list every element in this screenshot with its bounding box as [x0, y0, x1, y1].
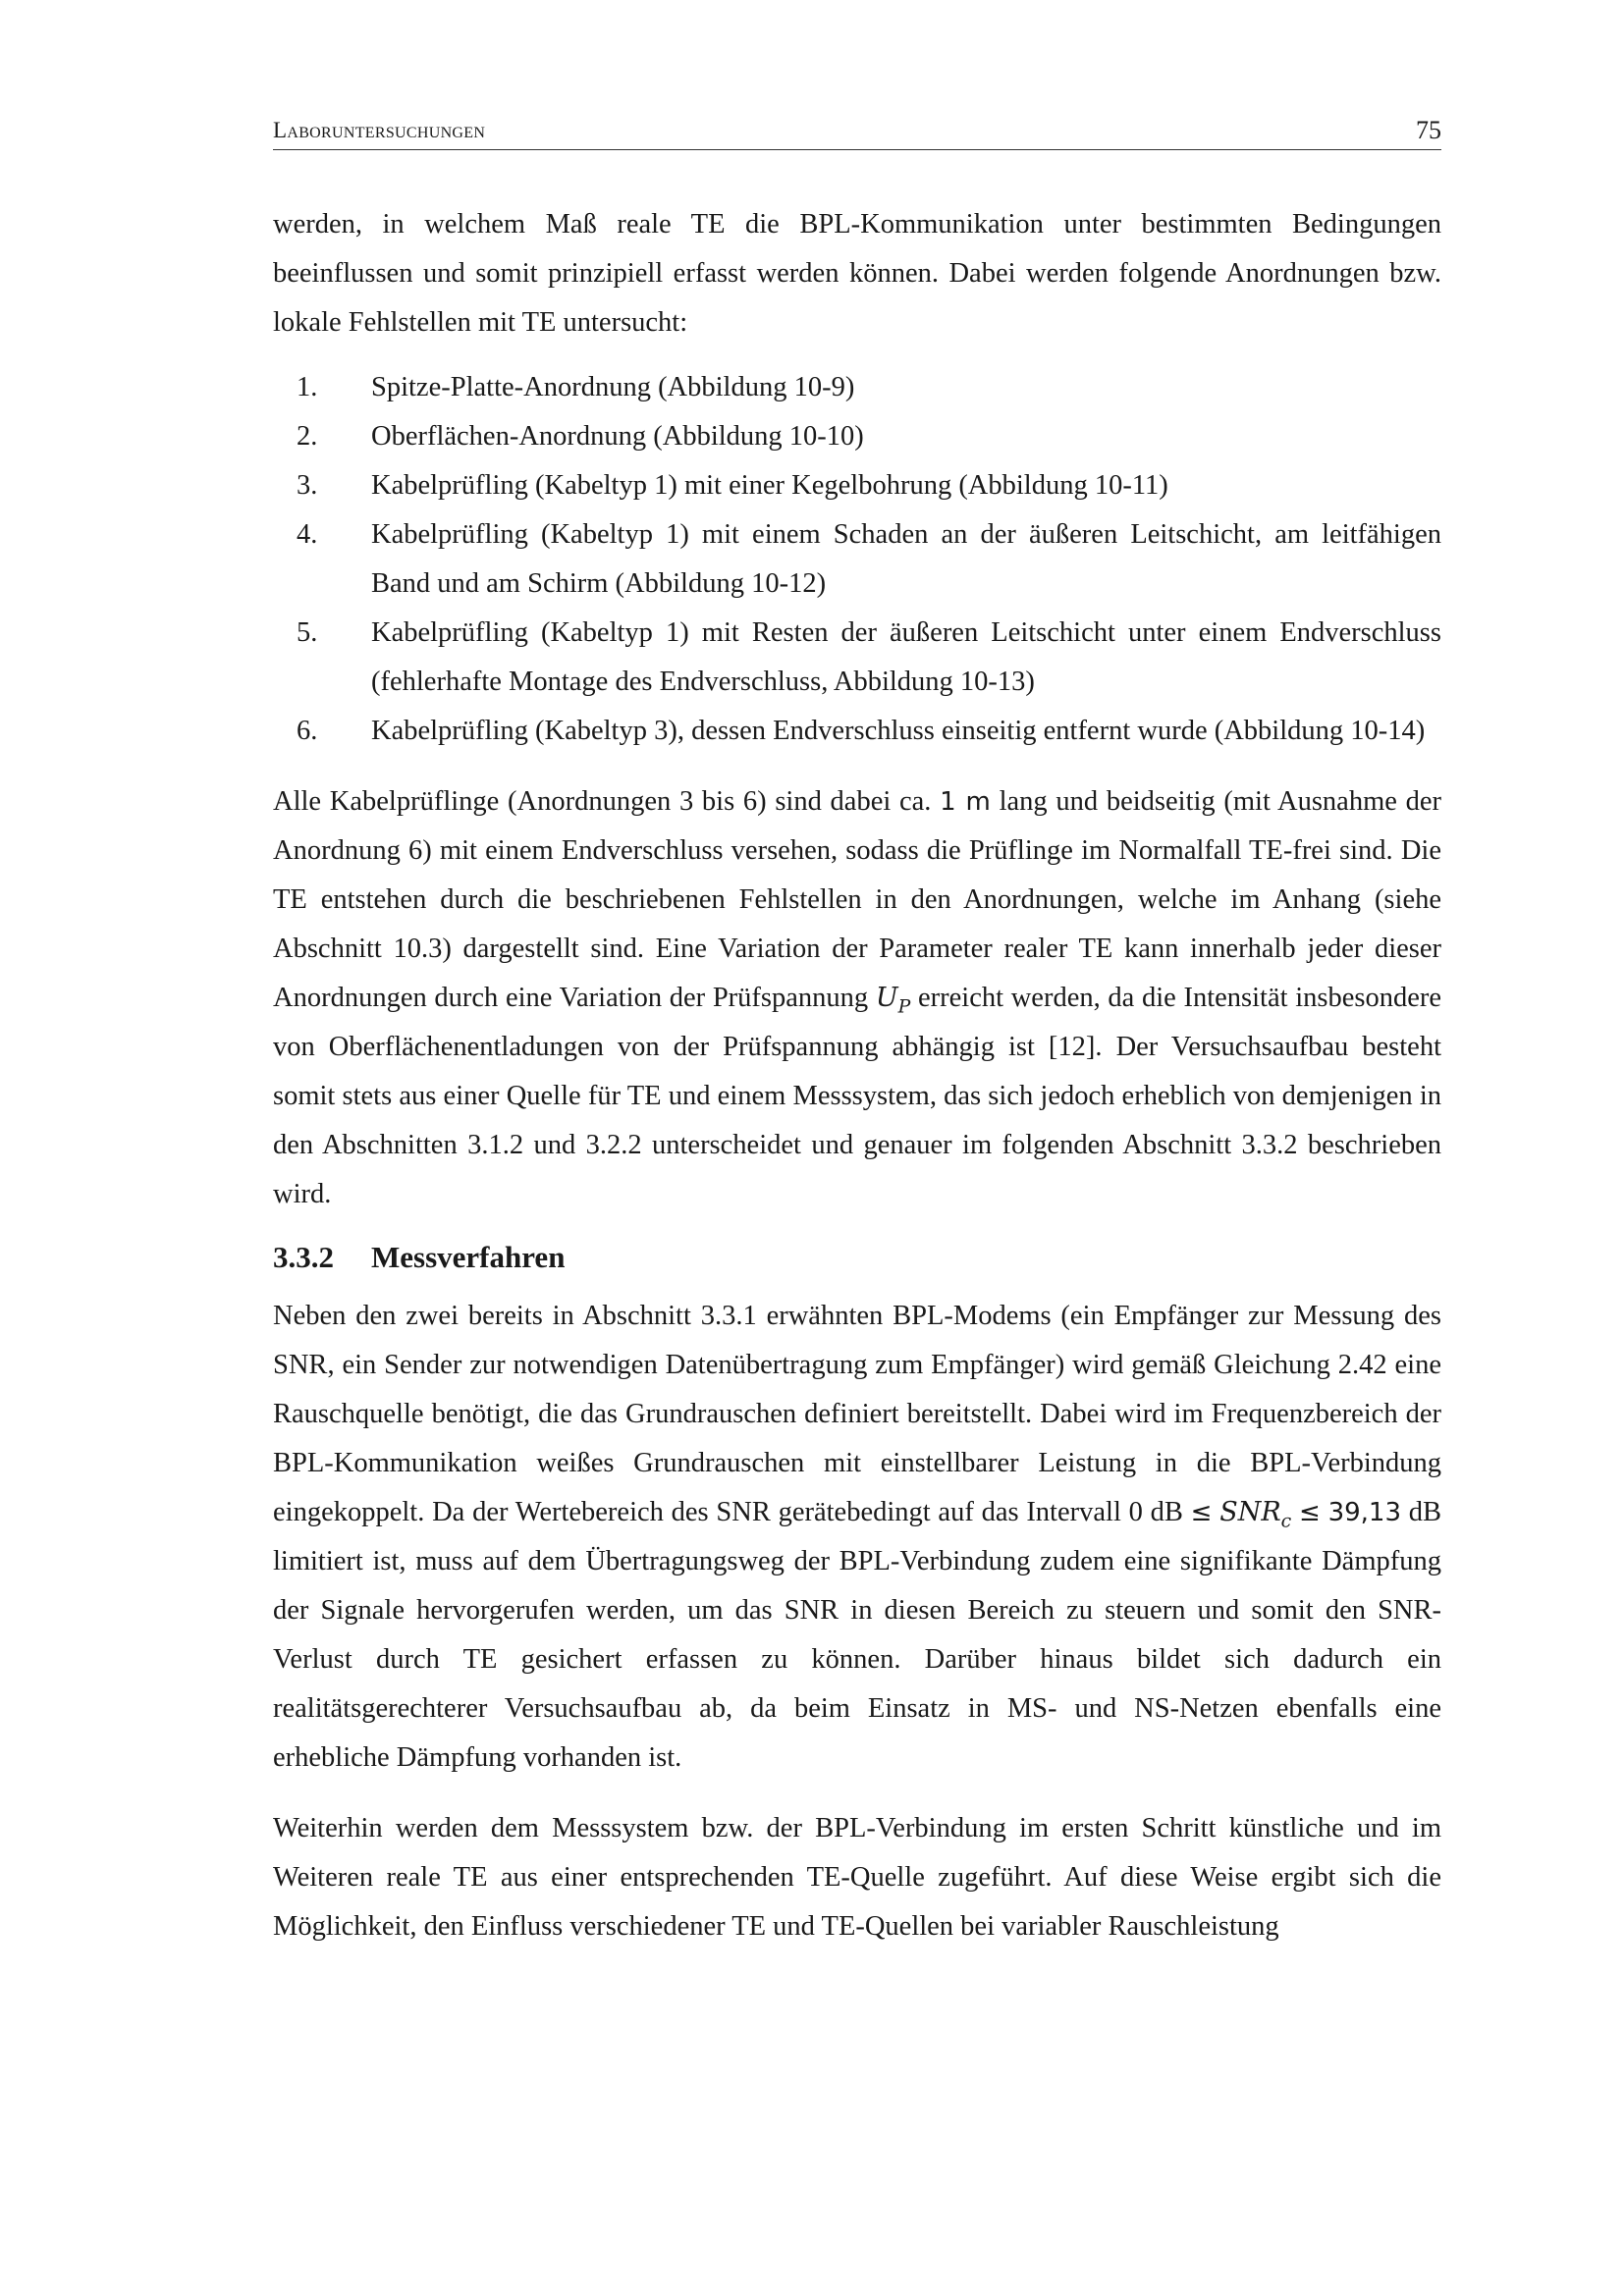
list-item — [273, 461, 1441, 510]
list-item-text: Kabelprüfling (Kabeltyp 1) mit einem Schaden an der äußeren Leitschicht, am leitfähigen Band und am Schirm (Abbildung 10-12) — [371, 519, 1441, 599]
para3-text-a: Neben den zwei bereits in Abschnitt 3.3.1 erwähnten BPL-Modems (ein Empfänger zur Messung des SNR, ein Sender zur notwendigen Datenübertragung zum Empfänger) wird gemäß Gleichung 2.42 eine Rauschquelle benötigt, die das Grundrauschen definiert bereitstellt. Dabei wird im Frequenzbereich der BPL-Kommunikation weißes Grundrauschen mit einstellbarer Leistung in die BPL-Verbindung eingekoppelt. Da der Wertebereich des SNR gerätebedingt auf das Intervall 0 dB — [273, 1301, 1441, 1527]
para3-text-b: dB limitiert ist, muss auf dem Übertragungsweg der BPL-Verbindung zudem eine signifikante Dämpfung der Signale hervorgerufen werden, um das SNR in diesen Bereich zu steuern und somit den SNR-Verlust durch TE gesichert erfassen zu können. Darüber hinaus bildet sich dadurch ein realitätsgerechterer Versuchsaufbau ab, da beim Einsatz in MS- und NS-Netzen ebenfalls eine erhebliche Dämpfung vorhanden ist. — [273, 1497, 1442, 1773]
snr-symbol — [1219, 1497, 1292, 1532]
section-title: Messverfahren — [371, 1240, 566, 1274]
snr-subscript: c — [1280, 1510, 1292, 1532]
list-item — [273, 609, 1441, 707]
section-number: 3.3.2 — [273, 1240, 334, 1274]
list-item-number: 3. — [297, 470, 318, 501]
list-item — [273, 363, 1441, 412]
body-text — [273, 200, 1441, 1951]
list-item-text: Oberflächen-Anordnung (Abbildung 10-10) — [371, 421, 864, 452]
test-voltage-subscript: P — [897, 995, 911, 1018]
list-item-text: Spitze-Platte-Anordnung (Abbildung 10-9) — [371, 372, 855, 402]
specimen-length: 1 m — [940, 787, 991, 817]
page-header — [273, 110, 1441, 150]
arrangement-list — [273, 363, 1441, 756]
list-item-number: 2. — [297, 421, 318, 452]
leq-symbol-1: ≤ — [1190, 1498, 1213, 1527]
snr-upper-value: 39,13 — [1327, 1498, 1402, 1527]
list-item-text: Kabelprüfling (Kabeltyp 3), dessen Endverschluss einseitig entfernt wurde (Abbildung 10-14) — [371, 716, 1426, 746]
para2-text-c: erreicht werden, da die Intensität insbesondere von Oberflächenentladungen von der Prüfspannung abhängig ist [12]. Der Versuchsaufbau besteht somit stets aus einer Quelle für TE und einem Messsystem, das sich jedoch erheblich von demjenigen in den Abschnitten 3.1.2 und 3.2.2 unterscheidet und genauer im folgenden Abschnitt 3.3.2 beschrieben wird. — [273, 983, 1442, 1209]
list-item — [273, 707, 1441, 756]
para2-text-a: Alle Kabelprüflinge (Anordnungen 3 bis 6) sind dabei ca. — [273, 786, 932, 817]
page-number: 75 — [1416, 116, 1441, 144]
measurement-paragraph — [273, 1292, 1441, 1783]
list-item-number: 6. — [297, 716, 318, 746]
intro-paragraph: werden, in welchem Maß reale TE die BPL-Kommunikation unter bestimmten Bedingungen beeinflussen und somit prinzipiell erfasst werden können. Dabei werden folgende Anordnungen bzw. lokale Fehlstellen mit TE untersucht: — [273, 209, 1441, 338]
list-item-text: Kabelprüfling (Kabeltyp 1) mit Resten der äußeren Leitschicht unter einem Endverschluss (fehlerhafte Montage des Endverschluss, Abbildung 10-13) — [371, 617, 1441, 697]
list-item — [273, 510, 1441, 609]
cable-specimen-paragraph — [273, 777, 1441, 1219]
test-voltage-symbol — [875, 983, 911, 1018]
list-item — [273, 412, 1441, 461]
list-item-number: 4. — [297, 519, 318, 550]
snr-letters: SNR — [1219, 1497, 1281, 1527]
running-head: Laboruntersuchungen — [273, 118, 486, 142]
para2-text-b: lang und beidseitig (mit Ausnahme der Anordnung 6) mit einem Endverschluss versehen, sodass die Prüflinge im Normalfall TE-frei sind. Die TE entstehen durch die beschriebenen Fehlstellen in den Anordnungen, welche im Anhang (siehe Abschnitt 10.3) dargestellt sind. Eine Variation der Parameter realer TE kann innerhalb jeder dieser Anordnungen durch eine Variation der Prüfspannung — [273, 786, 1442, 1013]
list-item-number: 5. — [297, 617, 318, 648]
test-voltage-letter: U — [875, 983, 898, 1013]
section-heading — [273, 1231, 1441, 1284]
te-source-paragraph: Weiterhin werden dem Messsystem bzw. der BPL-Verbindung im ersten Schritt künstliche und im Weiteren reale TE aus einer entsprechenden TE-Quelle zugeführt. Auf diese Weise ergibt sich die Möglichkeit, den Einfluss verschiedener TE und TE-Quellen bei variabler Rauschleistung — [273, 1813, 1441, 1942]
leq-symbol-2: ≤ — [1299, 1498, 1321, 1527]
list-item-text: Kabelprüfling (Kabeltyp 1) mit einer Kegelbohrung (Abbildung 10-11) — [371, 470, 1168, 501]
list-item-number: 1. — [297, 372, 318, 402]
